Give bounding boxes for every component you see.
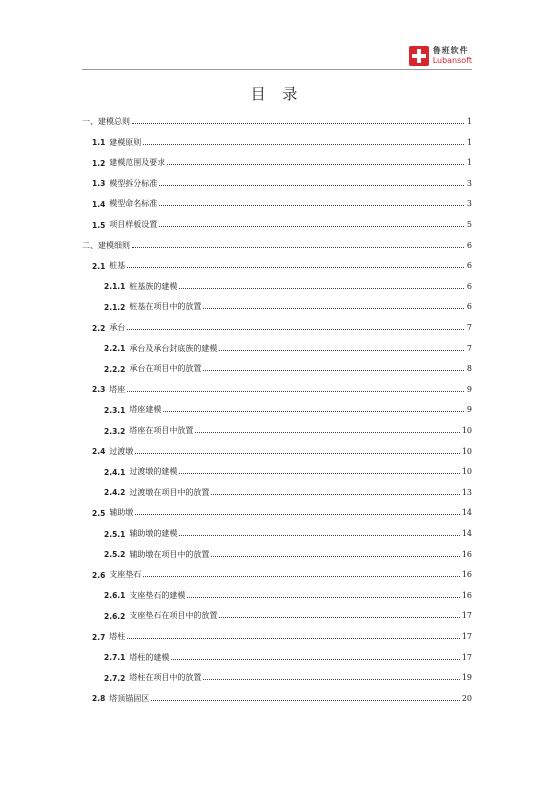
toc-dot-leader bbox=[203, 308, 464, 309]
toc-entry-page: 17 bbox=[461, 611, 472, 621]
toc-entry-page: 8 bbox=[466, 364, 472, 374]
toc-entry-number: 1.4 bbox=[92, 199, 106, 209]
toc-entry-title: 承台及承台封底族的建模 bbox=[129, 343, 218, 353]
toc-entry[interactable] bbox=[82, 112, 472, 126]
toc-dot-leader bbox=[179, 288, 464, 289]
toc-entry-title: 过渡墩的建模 bbox=[129, 467, 178, 477]
toc-entry-page: 10 bbox=[461, 467, 472, 477]
toc-entry-page: 13 bbox=[461, 487, 472, 497]
toc-entry-page: 1 bbox=[466, 137, 472, 147]
toc-entry-number: 2.4 bbox=[92, 447, 106, 457]
toc-dot-leader bbox=[159, 185, 464, 186]
toc-dot-leader bbox=[127, 329, 464, 330]
toc-entry-page: 9 bbox=[466, 384, 472, 394]
toc-entry-number: 2.1.1 bbox=[104, 282, 126, 292]
toc-entry[interactable] bbox=[82, 236, 472, 250]
toc-entry-page: 16 bbox=[461, 549, 472, 559]
toc-dot-leader bbox=[132, 123, 464, 124]
toc-entry-title: 过渡墩在项目中的放置 bbox=[129, 487, 210, 497]
toc-entry-title: 辅助墩 bbox=[109, 508, 134, 518]
toc-entry[interactable] bbox=[82, 668, 472, 682]
toc-dot-leader bbox=[127, 638, 460, 639]
toc-entry-page: 1 bbox=[466, 117, 472, 126]
toc-entry-title: 一、建模总则 bbox=[82, 117, 130, 126]
toc-entry-number: 2.5 bbox=[92, 508, 106, 518]
toc-dot-leader bbox=[203, 679, 459, 680]
toc-entry-page: 7 bbox=[466, 343, 472, 353]
toc-dot-leader bbox=[127, 391, 464, 392]
toc-entry-number: 2.1.2 bbox=[104, 302, 126, 312]
toc-entry-title: 模型命名标准 bbox=[109, 199, 158, 209]
toc-dot-leader bbox=[219, 617, 459, 618]
toc-entry-title: 塔座 bbox=[109, 384, 126, 394]
toc-entry-number: 2.2 bbox=[92, 323, 106, 333]
toc-entry-title: 承台在项目中的放置 bbox=[129, 364, 202, 374]
toc-entry-number: 2.6 bbox=[92, 570, 106, 580]
toc-entry-title: 辅助墩的建模 bbox=[129, 529, 178, 538]
toc-entry-number: 2.6.2 bbox=[104, 611, 126, 621]
toc-entry-title: 二、建模细则 bbox=[82, 240, 130, 250]
toc-entry-page: 6 bbox=[466, 240, 472, 250]
toc-entry[interactable] bbox=[82, 359, 472, 373]
toc-entry-title: 建模原则 bbox=[109, 137, 142, 147]
toc-dot-leader bbox=[171, 659, 459, 660]
toc-entry[interactable] bbox=[82, 524, 472, 538]
toc-entry-title: 过渡墩 bbox=[109, 446, 134, 456]
toc-dot-leader bbox=[163, 411, 464, 412]
toc-entry-number: 2.6.1 bbox=[104, 591, 126, 601]
toc-dot-leader bbox=[219, 350, 464, 351]
toc-dot-leader bbox=[195, 432, 459, 433]
toc-entry-title: 承台 bbox=[109, 323, 126, 332]
toc-entry-title: 辅助墩在项目中的放置 bbox=[129, 549, 210, 559]
toc-dot-leader bbox=[151, 700, 460, 701]
toc-entry-page: 6 bbox=[466, 261, 472, 271]
toc-dot-leader bbox=[143, 144, 464, 145]
toc-entry[interactable] bbox=[82, 400, 472, 414]
toc-entry[interactable] bbox=[82, 545, 472, 559]
toc-entry[interactable] bbox=[82, 462, 472, 476]
toc-entry-number: 2.7 bbox=[92, 632, 106, 642]
toc-entry[interactable] bbox=[82, 174, 472, 188]
toc-entry-page: 16 bbox=[461, 570, 472, 580]
toc-entry-number: 2.5.2 bbox=[104, 550, 126, 560]
toc-dot-leader bbox=[179, 535, 459, 536]
toc-entry-title: 桩基族的建模 bbox=[129, 281, 178, 291]
toc-entry-page: 14 bbox=[461, 529, 472, 538]
toc-entry-page: 14 bbox=[461, 508, 472, 518]
toc-entry[interactable] bbox=[82, 627, 472, 641]
toc-entry-title: 塔座建模 bbox=[129, 405, 162, 415]
toc-entry-number: 2.8 bbox=[92, 694, 106, 704]
toc-entry-number: 2.4.1 bbox=[104, 467, 126, 477]
toc-entry[interactable] bbox=[82, 153, 472, 167]
toc-entry[interactable] bbox=[82, 442, 472, 456]
toc-dot-leader bbox=[143, 576, 460, 577]
toc-entry-page: 10 bbox=[461, 426, 472, 435]
toc-entry-title: 塔座在项目中放置 bbox=[129, 426, 194, 435]
toc-dot-leader bbox=[167, 164, 464, 165]
toc-entry-title: 塔顶锚固区 bbox=[109, 693, 150, 703]
toc-entry-number: 2.2.2 bbox=[104, 364, 126, 374]
toc-entry[interactable] bbox=[82, 421, 472, 435]
toc-entry-number: 2.3.1 bbox=[104, 405, 126, 415]
toc-dot-leader bbox=[159, 226, 464, 227]
toc-entry-number: 2.1 bbox=[92, 261, 106, 271]
toc-entry-title: 支座垫石的建模 bbox=[129, 590, 186, 600]
toc-entry-page: 10 bbox=[461, 446, 472, 456]
toc-entry-page: 1 bbox=[466, 158, 472, 168]
toc-entry-number: 2.5.1 bbox=[104, 529, 126, 539]
toc-entry[interactable] bbox=[82, 133, 472, 147]
header-divider bbox=[82, 69, 472, 70]
toc-dot-leader bbox=[211, 494, 459, 495]
toc-entry-page: 7 bbox=[466, 323, 472, 332]
toc-entry[interactable] bbox=[82, 503, 472, 517]
toc-entry[interactable] bbox=[82, 297, 472, 311]
toc-entry[interactable] bbox=[82, 586, 472, 600]
toc-entry-page: 3 bbox=[466, 199, 472, 209]
toc-entry-title: 支座垫石 bbox=[109, 570, 142, 580]
toc-entry-number: 1.1 bbox=[92, 138, 106, 148]
toc-entry-title: 支座垫石在项目中的放置 bbox=[129, 611, 218, 621]
toc-entry-number: 1.5 bbox=[92, 220, 106, 230]
toc-dot-leader bbox=[203, 370, 464, 371]
toc-entry-page: 17 bbox=[461, 652, 472, 662]
toc-entry[interactable] bbox=[82, 648, 472, 662]
luban-cross-icon bbox=[409, 46, 429, 66]
toc-entry-number: 2.3.2 bbox=[104, 426, 126, 436]
toc-entry[interactable] bbox=[82, 565, 472, 579]
toc-entry[interactable] bbox=[82, 215, 472, 229]
toc-entry-title: 项目样板设置 bbox=[109, 220, 158, 229]
toc-dot-leader bbox=[135, 453, 460, 454]
toc-entry-number: 2.7.1 bbox=[104, 653, 126, 663]
company-logo bbox=[409, 46, 472, 66]
toc-entry-number: 2.3 bbox=[92, 385, 106, 395]
toc-dot-leader bbox=[159, 205, 464, 206]
toc-entry-title: 塔柱在项目中的放置 bbox=[129, 673, 202, 683]
toc-entry-number: 2.2.1 bbox=[104, 344, 126, 354]
toc-entry-page: 3 bbox=[466, 178, 472, 188]
toc-dot-leader bbox=[132, 247, 464, 248]
toc-entry-title: 模型拆分标准 bbox=[109, 178, 158, 188]
toc-dot-leader bbox=[187, 597, 459, 598]
toc-entry-number: 1.2 bbox=[92, 158, 106, 168]
toc-entry[interactable] bbox=[82, 689, 472, 703]
toc-entry-title: 建模范围及要求 bbox=[109, 158, 166, 168]
logo-en-text: Lubansoft bbox=[432, 56, 472, 65]
toc-entry-page: 9 bbox=[466, 405, 472, 415]
toc-entry[interactable] bbox=[82, 318, 472, 332]
toc-entry-number: 2.4.2 bbox=[104, 488, 126, 498]
toc-entry-title: 塔柱 bbox=[109, 632, 126, 641]
toc-entry[interactable] bbox=[82, 339, 472, 353]
page-title: 目 录 bbox=[250, 85, 304, 103]
toc-entry-page: 6 bbox=[466, 281, 472, 291]
toc-entry-number: 1.3 bbox=[92, 179, 106, 189]
toc-entry-page: 20 bbox=[461, 693, 472, 703]
toc-entry-page: 5 bbox=[466, 220, 472, 229]
toc-entry-page: 16 bbox=[461, 590, 472, 600]
toc-entry[interactable] bbox=[82, 380, 472, 394]
toc-entry[interactable] bbox=[82, 256, 472, 270]
logo-cn-text: 鲁班软件 bbox=[432, 46, 469, 55]
toc-entry-page: 19 bbox=[461, 673, 472, 683]
toc-entry-number: 2.7.2 bbox=[104, 673, 126, 683]
toc-entry[interactable] bbox=[82, 277, 472, 291]
toc-dot-leader bbox=[135, 514, 460, 515]
toc-entry-title: 桩基 bbox=[109, 261, 126, 271]
toc-dot-leader bbox=[211, 556, 459, 557]
toc-entry-page: 17 bbox=[461, 632, 472, 641]
toc-entry-title: 塔柱的建模 bbox=[129, 652, 170, 662]
toc-entry-page: 6 bbox=[466, 302, 472, 312]
toc-dot-leader bbox=[127, 267, 464, 268]
toc-entry[interactable] bbox=[82, 194, 472, 208]
toc-entry[interactable] bbox=[82, 606, 472, 620]
toc-dot-leader bbox=[179, 473, 459, 474]
toc-entry[interactable] bbox=[82, 483, 472, 497]
toc-entry-title: 桩基在项目中的放置 bbox=[129, 302, 202, 312]
